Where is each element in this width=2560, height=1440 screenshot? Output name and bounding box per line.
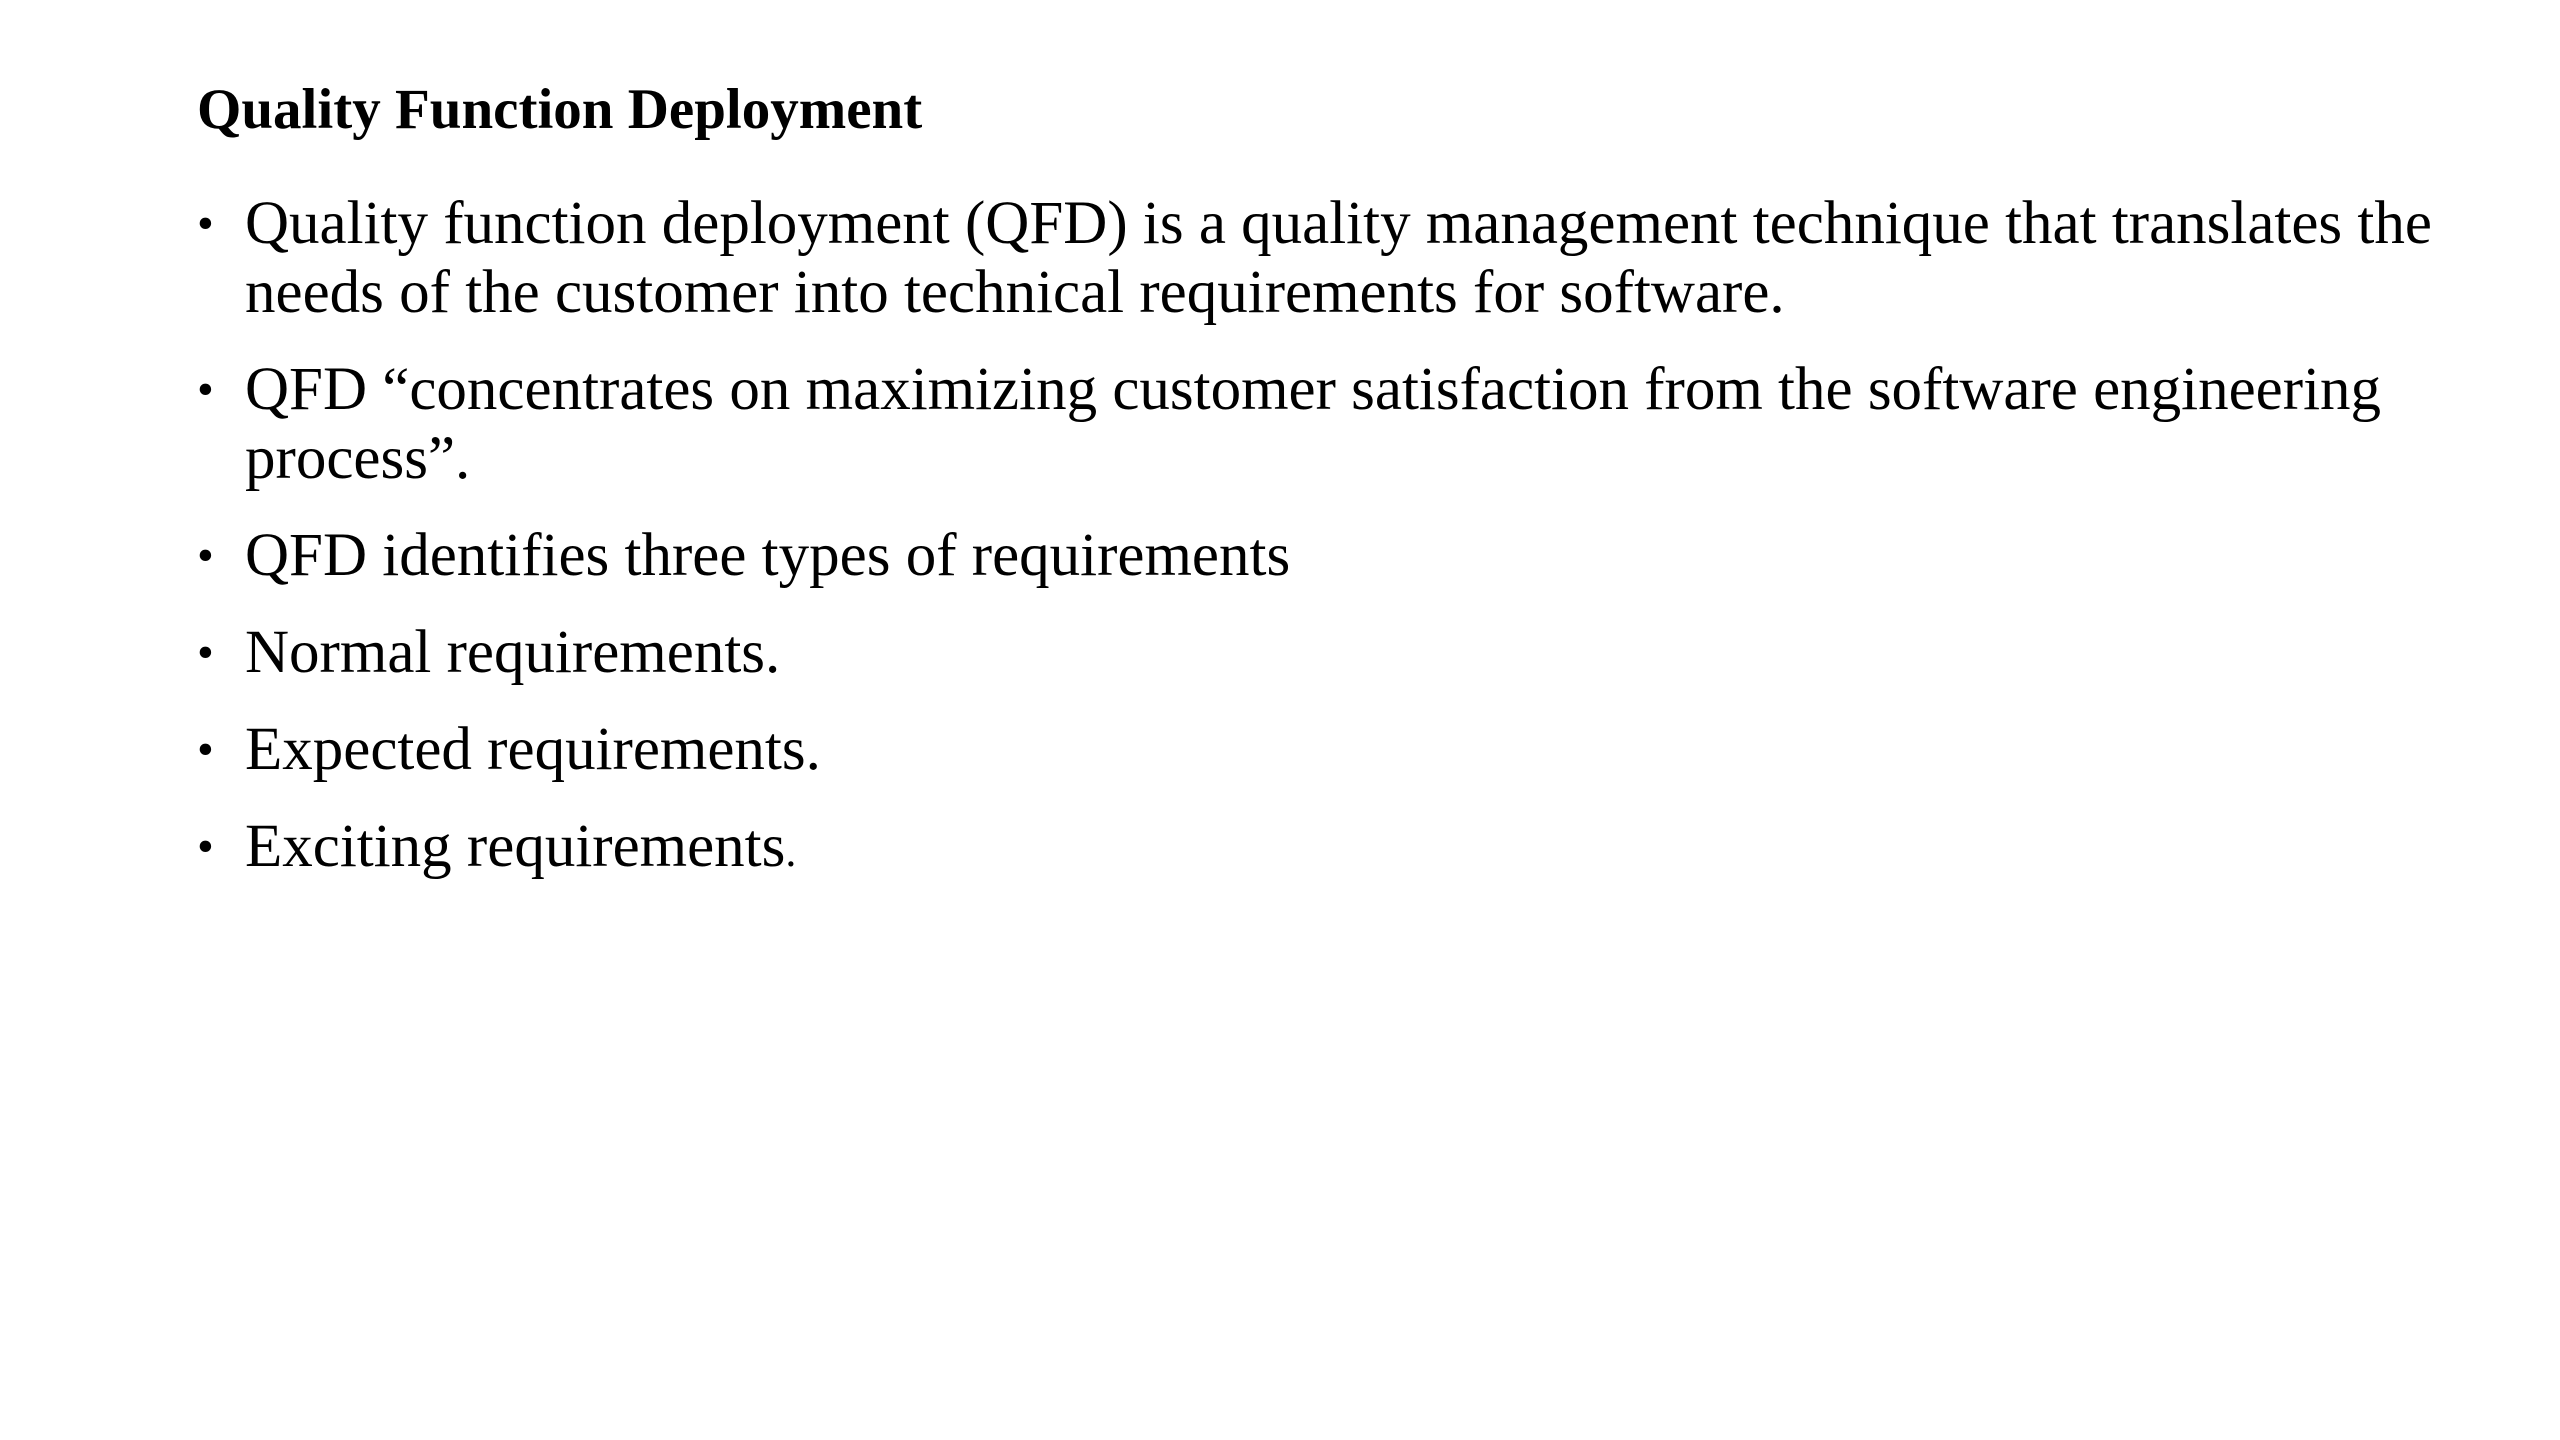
bullet-icon: • — [197, 529, 214, 582]
bullet-text: Quality function deployment (QFD) is a quality management technique that translates the needs of the customer into technical requirements for software. — [245, 190, 2432, 326]
bullet-icon: • — [197, 626, 214, 679]
bullet-icon: • — [197, 197, 214, 250]
bullet-item-qfd-definition — [197, 189, 2457, 327]
bullet-text: QFD identifies three types of requirements — [245, 522, 1291, 589]
bullet-item-requirement-types — [197, 521, 2457, 590]
bullet-icon: • — [197, 820, 214, 873]
bullet-text-period: . — [785, 827, 797, 876]
bullet-text — [245, 812, 2457, 886]
bullet-list — [197, 189, 2457, 914]
bullet-item-expected-requirements — [197, 715, 2457, 784]
slide-title: Quality Function Deployment — [197, 78, 923, 141]
bullet-icon: • — [197, 363, 214, 416]
bullet-item-normal-requirements — [197, 618, 2457, 687]
bullet-text: Expected requirements. — [245, 716, 821, 783]
bullet-item-qfd-focus — [197, 355, 2457, 493]
bullet-item-exciting-requirements — [197, 812, 2457, 886]
bullet-text: Normal requirements. — [245, 619, 781, 686]
bullet-text: QFD “concentrates on maximizing customer satisfaction from the software engineering process”. — [245, 356, 2382, 492]
bullet-icon: • — [197, 723, 214, 776]
bullet-text-main: Exciting requirements — [245, 813, 786, 880]
